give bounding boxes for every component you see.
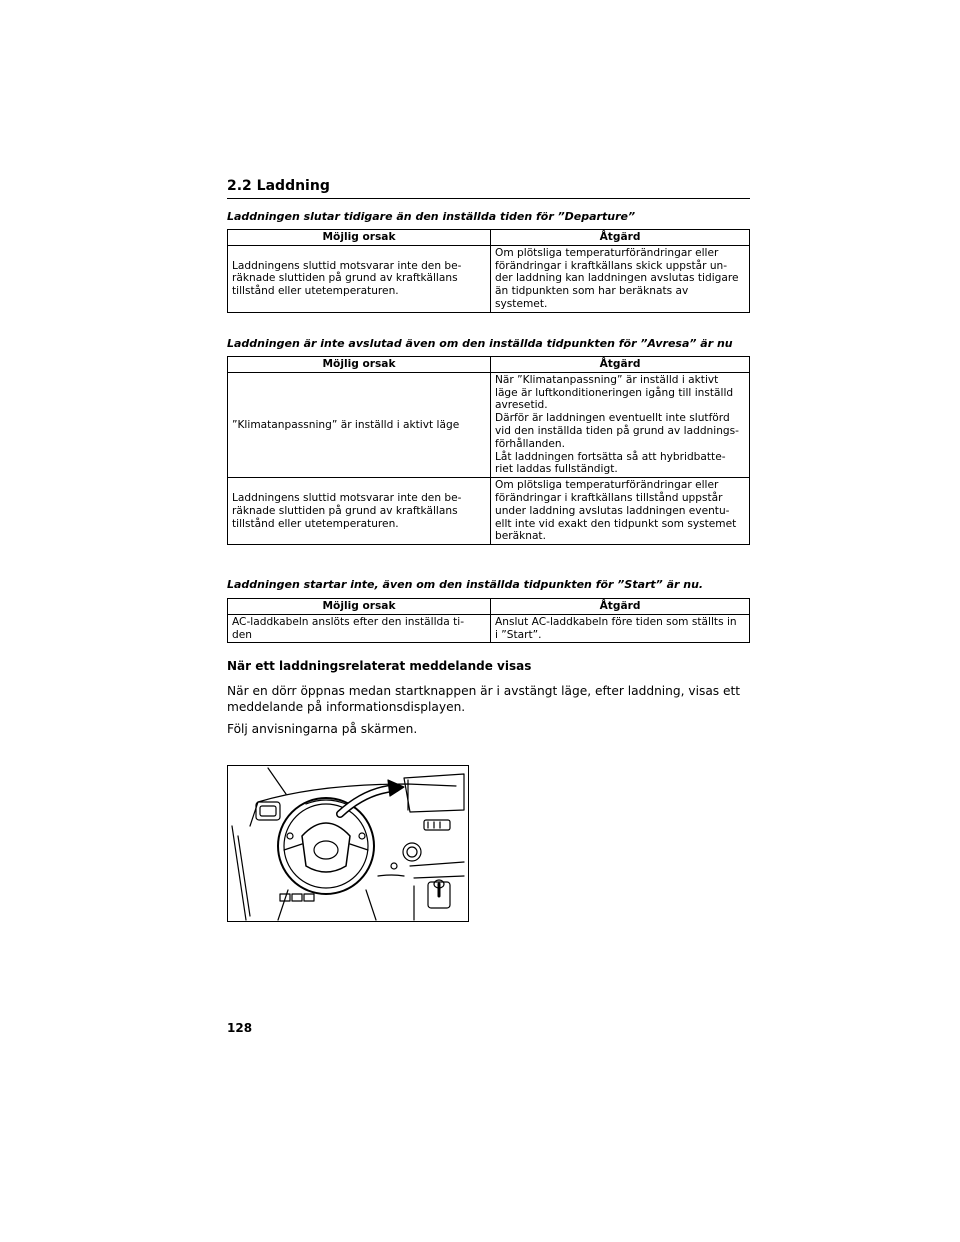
action-cell [491,614,750,643]
table-header-row [228,230,750,246]
cause-cell [228,478,491,545]
table1-heading-emphasis: Departure [564,210,628,223]
action-line: Anslut AC-laddkabeln före tiden som ställts in [495,615,737,628]
action-line: riet laddas fullständigt. [495,463,618,476]
action-line: der laddning kan laddningen avslutas tidigare [495,272,739,285]
cause-cell [228,372,491,477]
table-departure [227,229,750,313]
table-header-row [228,599,750,615]
cause-line: Laddningens sluttid motsvarar inte den be- [232,491,462,504]
table-row [228,245,750,312]
paragraph [227,721,747,737]
action-line: i ”Start”. [495,628,542,641]
column-header-action: Åtgärd [491,599,750,615]
table2-heading: Laddningen är inte avslutad även om den inställda tidpunkten för ”Avresa” är nu [227,337,733,350]
table-start [227,598,750,643]
action-line: förändringar i kraftkällans tillstånd uppstår [495,491,723,504]
subsection-title: När ett laddningsrelaterat meddelande visas [227,659,532,673]
action-line: läge är luftkonditioneringen igång till inställd [495,386,734,399]
table-header-row [228,357,750,373]
dashboard-illustration [227,765,469,922]
cause-line: räknade sluttiden på grund av kraftkällans [232,504,458,517]
action-line: Om plötsliga temperaturförändringar eller [495,246,719,259]
table1-heading-text: Laddningen slutar tidigare än den inställda tiden för ” [227,210,565,223]
action-line: ellt inte vid exakt den tidpunkt som systemet [495,517,737,530]
action-cell [491,478,750,545]
action-line: När ”Klimatanpassning” är inställd i aktivt [495,373,719,386]
action-cell [491,372,750,477]
section-header: 2.2 Laddning [227,178,750,199]
action-line: under laddning avslutas laddningen eventu- [495,504,730,517]
cause-line: ”Klimatanpassning” är inställd i aktivt läge [232,418,460,431]
paragraph-line: meddelande på informationsdisplayen. [227,700,466,714]
action-line: Om plötsliga temperaturförändringar eller [495,479,719,492]
cause-cell [228,614,491,643]
cause-line: räknade sluttiden på grund av kraftkällans [232,272,458,285]
action-line: än tidpunkten som har beräknats av [495,285,689,298]
page-number: 128 [227,1021,253,1035]
action-line: Därför är laddningen eventuellt inte slutförd [495,412,730,425]
cause-cell [228,245,491,312]
cause-line: tillstånd eller utetemperaturen. [232,285,399,298]
table1-heading [227,210,787,223]
paragraph-line: Följ anvisningarna på skärmen. [227,722,418,736]
action-line: avresetid. [495,399,548,412]
column-header-cause: Möjlig orsak [228,230,491,246]
action-line: vid den inställda tiden på grund av laddnings- [495,424,739,437]
table-row [228,478,750,545]
action-line: Låt laddningen fortsätta så att hybridbatte- [495,450,726,463]
action-line: förändringar i kraftkällans skick uppstår un- [495,259,728,272]
action-line: beräknat. [495,530,546,543]
table-avresa [227,356,750,545]
dashboard-drawing [228,766,468,921]
table3-heading: Laddningen startar inte, även om den inställda tidpunkten för ”Start” är nu. [227,578,704,591]
cause-line: den [232,628,252,641]
column-header-action: Åtgärd [491,230,750,246]
column-header-cause: Möjlig orsak [228,357,491,373]
cause-line: Laddningens sluttid motsvarar inte den be- [232,259,462,272]
column-header-action: Åtgärd [491,357,750,373]
action-line: systemet. [495,297,548,310]
table1-heading-end: ” [627,210,636,223]
paragraph-line: När en dörr öppnas medan startknappen är i avstängt läge, efter laddning, visas ett [227,684,741,698]
cause-line: tillstånd eller utetemperaturen. [232,517,399,530]
cause-line: AC-laddkabeln anslöts efter den inställda ti- [232,615,465,628]
table-row [228,372,750,477]
action-line: förhållanden. [495,437,566,450]
column-header-cause: Möjlig orsak [228,599,491,615]
paragraph [227,683,747,715]
table-row [228,614,750,643]
action-cell [491,245,750,312]
